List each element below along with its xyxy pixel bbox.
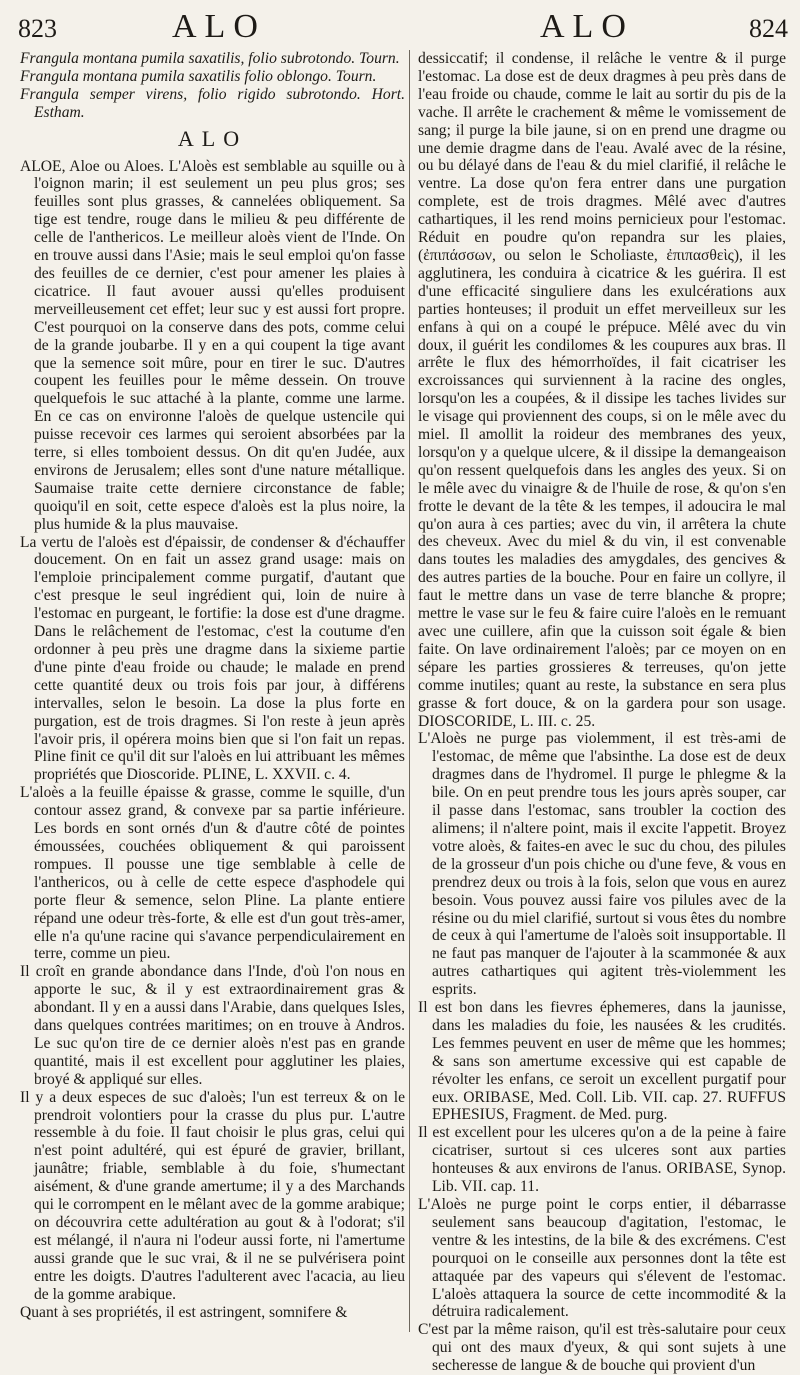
frangula-entry: Frangula semper virens, folio rigido subrotondo. Hort. Estham. (20, 85, 405, 121)
left-column (20, 50, 405, 1332)
left-running-head: ALO (172, 8, 266, 45)
paragraph: Il est bon dans les fievres éphemeres, dans la jaunisse, dans les maladies du foie, les nausées & les crudités. Les femmes peuvent en user de même que les hommes; & sans son amertume excessive qui est capable de révolter les enfans, ce seroit un excellent purgatif pour eux. ORIBASE, Med. Coll. Lib. VII. cap. 27. RUFFUS EPHESIUS, Fragment. de Med. purg. (418, 999, 786, 1124)
right-column (418, 50, 786, 1375)
column-divider (409, 50, 410, 1332)
section-heading: ALO (177, 125, 248, 151)
paragraph: ALOE, Aloe ou Aloes. L'Aloès est semblable au squille ou à l'oignon marin; il est seulement un peu plus gros; ses feuilles sont plus grasses, & cannelées obliquement. Sa tige est tendre, rouge dans le milieu & peu différente de celle de l'anthericos. Le meilleur aloès vient de l'Inde. On en trouve aussi dans l'Asie; mais le seul emploi qu'on fasse des feuilles de ce dernier, c'est pour amener les plaies à cicatrice. Il faut avouer aussi qu'elles produisent merveilleusement cet effet; leur suc y est aussi fort propre. C'est pourquoi on la conserve dans des pots, comme celui de la grande joubarbe. Il y en a qui coupent la tige avant que la semence soit mûre, pour en tirer le suc. D'autres coupent les feuilles pour le même dessein. On trouve quelquefois le suc attaché à la plante, comme une larme. En ce cas on environne l'aloès de quelque ustencile qui puisse recevoir ces larmes qui seroient absorbées par la terre, si elles tomboient dessus. On dit qu'en Judée, aux environs de Jerusalem; elles sont d'une nature métallique. Saumaise traite cette derniere circonstance de fable; quoiqu'il en soit, cette espece d'aloès est la plus noire, la plus humide & la plus mauvaise. (20, 157, 405, 533)
paragraph: L'Aloès ne purge pas violemment, il est très-ami de l'estomac, de même que l'absinthe. La dose est de deux dragmes dans de l'hydromel. Il purge le phlegme & la bile. On en peut prendre tous les jours après souper, car il passe dans l'estomac, sans troubler la coction des alimens; il n'altere point, mais il excite l'appetit. Broyez votre aloès, & faites-en avec le suc du chou, des pilules de la grosseur d'un pois chiche ou d'une feve, & vous en prendrez deux ou trois à la fois, selon que vous en aurez besoin. Vous pouvez aussi faire vos pilules avec de la résine ou du miel clarifié, surtout si vous êtes du nombre de ceux à qui l'amertume de l'aloès soit insupportable. Il ne faut pas manquer de l'ajouter à la scammonée & aux autres cathartiques qui agitent très-violemment les esprits. (418, 730, 786, 999)
paragraph: L'aloès a la feuille épaisse & grasse, comme le squille, d'un contour assez grand, & convexe par sa partie inférieure. Les bords en sont ornés d'un & d'autre côté de pointes émoussées, couchées obliquement & qui paroissent rompues. Il pousse une tige semblable à celle de l'anthericos, ou à celle de cette espece d'asphodele qui porte fleur & semence, selon Pline. La plante entiere répand une odeur très-forte, & elle est d'un gout très-amer, elle n'a qu'une racine qui s'avance perpendiculairement en terre, comme un pieu. (20, 784, 405, 963)
right-page-number: 824 (749, 14, 788, 43)
page-header (0, 8, 800, 48)
paragraph: La vertu de l'aloès est d'épaissir, de condenser & d'échauffer doucement. On en fait un assez grand usage: mais on l'emploie principalement comme purgatif, d'autant que c'est presque le seul ingrédient qui, loin de nuire à l'estomac en purgeant, le fortifie: la dose est d'une dragme. Dans le relâchement de l'estomac, c'est la coutume d'en ordonner à peu près une dragme dans la sixieme partie d'une pinte d'eau froide ou chaude; le malade en prend cette quantité deux ou trois fois par jour, à différens intervalles, selon le besoin. La dose la plus forte en purgation, est de trois dragmes. Si l'on reste à jeun après l'avoir pris, il opérera moins bien que si l'on fait un repas. Pline finit ce qu'il dit sur l'aloès en lui attribuant les mêmes propriétés que Dioscoride. PLINE, L. XXVII. c. 4. (20, 533, 405, 784)
right-running-head: ALO (540, 8, 634, 45)
left-page-number: 823 (18, 14, 57, 43)
paragraph: C'est par la même raison, qu'il est très-salutaire pour ceux qui ont des maux d'yeux, & qui sont sujets à une secheresse de langue & de bouche qui provient d'un (418, 1321, 786, 1375)
frangula-entry: Frangula montana pumila saxatilis folio oblongo. Tourn. (20, 67, 377, 85)
paragraph: Il croît en grande abondance dans l'Inde, d'où l'on nous en apporte le suc, & il y est extraordinairement gras & abondant. Il y en a aussi dans l'Arabie, dans quelques Isles, dans quelques contrées maritimes; on en trouve à Andros. Le suc qu'on tire de ce dernier aloès n'est pas en grande quantité, mais il est excellent pour agglutiner les plaies, broyé & appliqué sur elles. (20, 963, 405, 1088)
paragraph: Il y a deux especes de suc d'aloès; l'un est terreux & on le prendroit volontiers pour la crasse du plus pur. L'autre ressemble à du foie. Il faut choisir le plus gras, celui qui n'est point adultéré, qui est épuré de gravier, brillant, jaunâtre; friable, semblable à du foie, s'humectant aisément, & d'une grande amertume; il y a des Marchands qui le corrompent en le mêlant avec de la gomme arabique; on découvrira cette adultération au gout & à l'odorat; s'il est mélangé, il n'aura ni l'odeur aussi forte, ni l'amertume aussi grande que le suc vrai, & il ne se pulvérisera point entre les doigts. D'autres l'adulterent avec l'acacia, au lieu de la gomme arabique. (20, 1088, 405, 1303)
paragraph: Quant à ses propriétés, il est astringent, somnifere & (20, 1303, 348, 1321)
paragraph: Il est excellent pour les ulceres qu'on a de la peine à faire cicatriser, surtout si ces ulceres sont aux parties honteuses & aux environs de l'anus. ORIBASE, Synop. Lib. VII. cap. 11. (418, 1124, 786, 1196)
paragraph: dessiccatif; il condense, il relâche le ventre & il purge l'estomac. La dose est de deux dragmes à peu près dans de l'eau froide ou chaude, comme le lait au sortir du pis de la vache. Il arrête le crachement & même le vomissement de sang; il purge la bile jaune, si on en prend une dragme ou une demie dragme dans de l'eau. Avalé avec de la résine, ou bu délayé dans de l'eau & du miel clarifié, il relâche le ventre. La dose qu'on fera entrer dans une purgation complete, est de trois dragmes. Mêlé avec d'autres cathartiques, il les rend moins pernicieux pour l'estomac. Réduit en poudre qu'on repandra sur les plaies, (ἐπιπάσσων, ou selon le Scholiaste, ἐπιπασθεὶς), il les agglutinera, les conduira à cicatrice & les guérira. Il est d'une efficacité singuliere dans les exulcérations aux parties honteuses; il produit un effet merveilleux sur les enfans à qui on a coupé le prépuce. Mêlé avec du vin doux, il guérit les condilomes & les coupures aux bras. Il arrête le flux des hémorrhoïdes, il fait cicatriser les excroissances qui surviennent à la racine des ongles, lorsqu'on les a coupées, & il dissipe les taches livides sur le visage qui proviennent des coups, si on le mêle avec du miel. Il amollit la roideur des membranes des yeux, lorsqu'on y a quelque ulcere, & il dissipe la demangeaison qu'on ressent quelquefois dans les angles des yeux. Si on le mêle avec du vinaigre & de l'huile de rose, & qu'on s'en frotte le devant de la tête & les tempes, il adoucira le mal qu'on aura à ces parties; avec du vin, il arrêtera la chute des cheveux. Avec du miel & du vin, il est convenable dans toutes les maladies des amygdales, des gencives & des autres parties de la bouche. Pour en faire un collyre, il faut le mettre dans un vase de terre blanche & propre; mettre le vase sur le feu & faire cuire l'aloès en le remuant avec une cuillere, afin que la cuisson soit égale & bien faite. On lave ordinairement l'aloès; par ce moyen on en sépare les parties grossieres & terreuses, qu'on jette comme inutiles; quant au reste, la substance en sera plus grasse & fort douce, & on la gardera pour son usage. DIOSCORIDE, L. III. c. 25. (418, 50, 786, 730)
frangula-entry: Frangula montana pumila saxatilis, folio subrotondo. Tourn. (20, 50, 400, 67)
paragraph: L'Aloès ne purge point le corps entier, il débarrasse seulement sans beaucoup d'agitation, l'estomac, le ventre & les intestins, de la bile & des excrémens. C'est pourquoi on le conseille aux personnes dont la tête est attaquée par des vapeurs qui s'élevent de l'estomac. L'aloès attaquera la source de cette incommodité & la détruira radicalement. (418, 1196, 786, 1321)
